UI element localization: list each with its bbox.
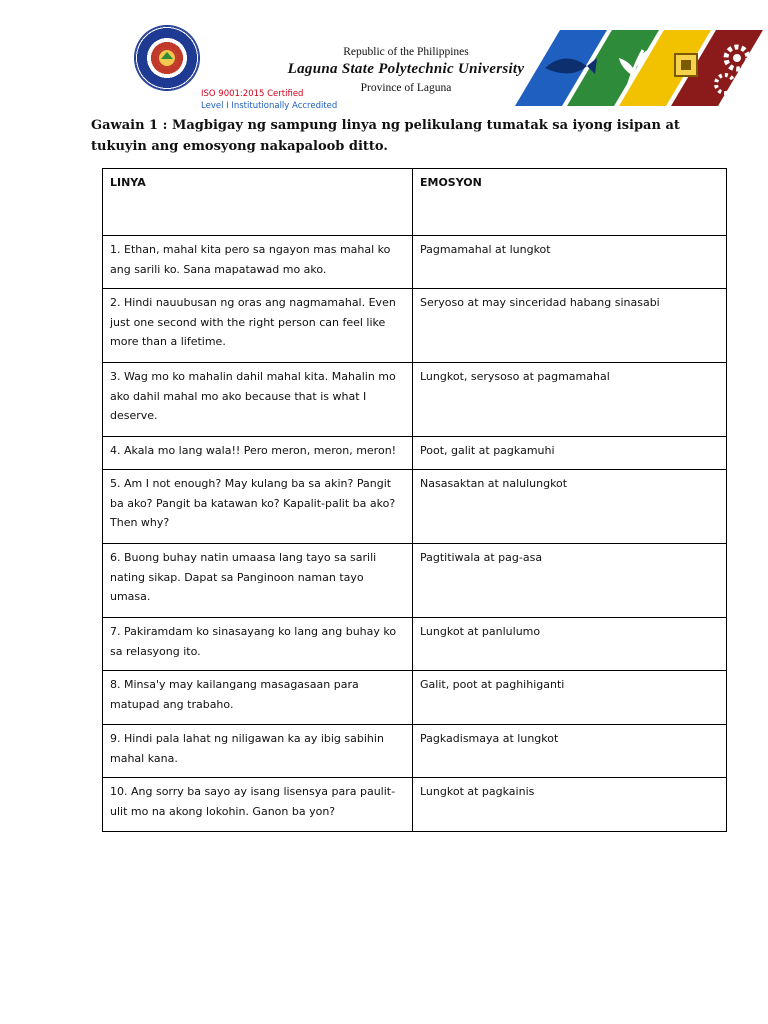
column-header-emosyon: EMOSYON [413, 169, 727, 236]
document-header [0, 0, 768, 115]
lines-emotions-table [102, 168, 727, 832]
emotion-cell: Lungkot at pagkainis [413, 778, 727, 832]
line-cell: 7. Pakiramdam ko sinasayang ko lang ang buhay ko sa relasyong ito. [103, 618, 413, 671]
accreditation-text: Level I Institutionally Accredited [201, 101, 338, 111]
emotion-cell: Galit, poot at paghihiganti [413, 671, 727, 725]
emotion-cell: Pagkadismaya at lungkot [413, 725, 727, 778]
line-cell: 2. Hindi nauubusan ng oras ang nagmamahal. Even just one second with the right person can feel like more than a lifetime. [103, 289, 413, 363]
line-cell: 3. Wag mo ko mahalin dahil mahal kita. Mahalin mo ako dahil mahal mo ako because that is what I deserve. [103, 363, 413, 437]
line-cell: 5. Am I not enough? May kulang ba sa akin? Pangit ba ako? Pangit ba katawan ko? Kapalit-palit ba ako? Then why? [103, 470, 413, 544]
republic-text: Republic of the Philippines [343, 46, 469, 58]
college-banner-logo [515, 28, 765, 108]
university-name: Laguna State Polytechnic University [287, 61, 525, 77]
table-row [103, 544, 727, 618]
table-row [103, 725, 727, 778]
table-row [103, 778, 727, 832]
table-row [103, 236, 727, 289]
emotion-cell: Seryoso at may sinceridad habang sinasabi [413, 289, 727, 363]
province-text: Province of Laguna [360, 82, 452, 94]
table-row [103, 470, 727, 544]
emotion-cell: Nasasaktan at nalulungkot [413, 470, 727, 544]
line-cell: 4. Akala mo lang wala!! Pero meron, meron, meron! [103, 437, 413, 470]
line-cell: 8. Minsa'y may kailangang masagasaan para matupad ang trabaho. [103, 671, 413, 725]
emotion-cell: Pagmamahal at lungkot [413, 236, 727, 289]
table-row [103, 289, 727, 363]
column-header-linya: LINYA [103, 169, 413, 236]
table-row [103, 671, 727, 725]
table-row [103, 363, 727, 437]
line-cell: 6. Buong buhay natin umaasa lang tayo sa sarili nating sikap. Dapat sa Panginoon naman tayo umasa. [103, 544, 413, 618]
line-cell: 1. Ethan, mahal kita pero sa ngayon mas mahal ko ang sarili ko. Sana mapatawad mo ako. [103, 236, 413, 289]
line-cell: 10. Ang sorry ba sayo ay isang lisensya para paulit-ulit mo na akong lokohin. Ganon ba yon? [103, 778, 413, 832]
table-row [103, 618, 727, 671]
emotion-cell: Lungkot at panlulumo [413, 618, 727, 671]
table-row [103, 437, 727, 470]
emotion-cell: Pagtitiwala at pag-asa [413, 544, 727, 618]
emotion-cell: Lungkot, serysoso at pagmamahal [413, 363, 727, 437]
iso-certification-text: ISO 9001:2015 Certified [201, 89, 304, 99]
emotion-cell: Poot, galit at pagkamuhi [413, 437, 727, 470]
table-header-row [103, 169, 727, 236]
line-cell: 9. Hindi pala lahat ng niligawan ka ay ibig sabihin mahal kana. [103, 725, 413, 778]
seal-emblem-icon [135, 26, 199, 90]
activity-title: Gawain 1 : Magbigay ng sampung linya ng pelikulang tumatak sa iyong isipan at tukuyin ang emosyong nakapaloob ditto. [91, 118, 680, 154]
